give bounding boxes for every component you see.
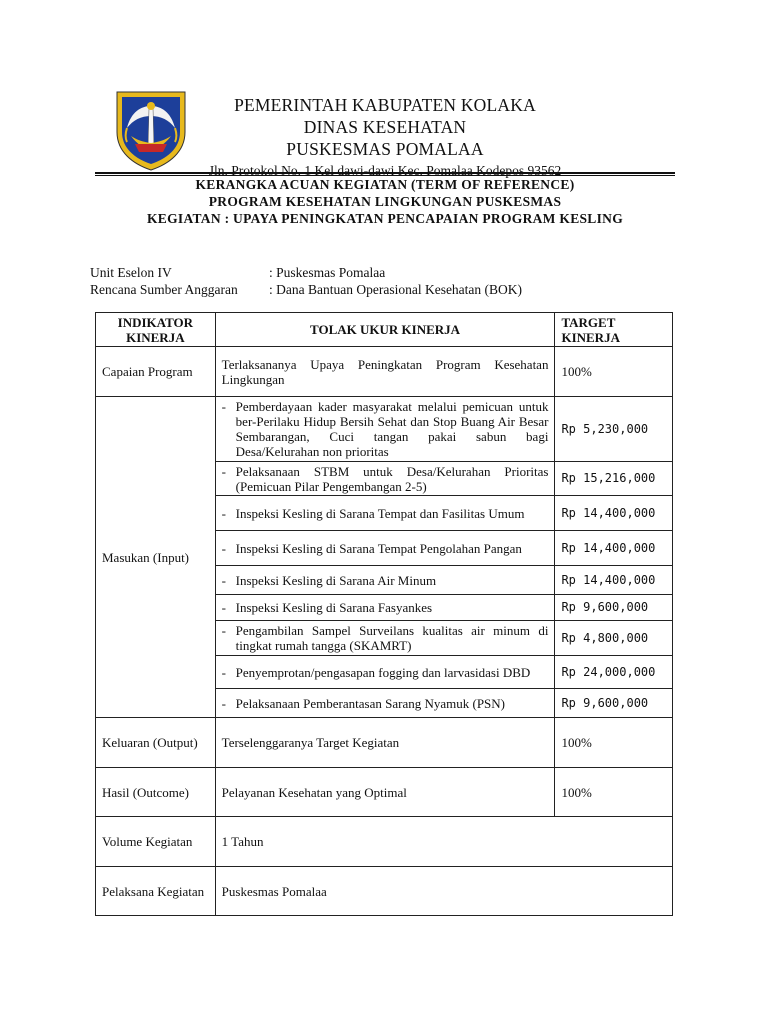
masukan-item-amount: Rp 5,230,000 [555, 397, 673, 462]
masukan-item-amount: Rp 9,600,000 [555, 595, 673, 621]
hasil-label: Hasil (Outcome) [96, 768, 216, 817]
keluaran-tolak: Terselenggaranya Target Kegiatan [215, 718, 555, 768]
dash-bullet: - [221, 695, 227, 711]
masukan-item [215, 397, 555, 462]
letterhead-address: Jln. Protokol No. 1 Kel dawi-dawi Kec. Pomalaa Kodepos 93562 [208, 163, 562, 178]
kolaka-emblem-icon [113, 88, 189, 172]
info-budget-label: Rencana Sumber Anggaran [90, 282, 238, 297]
masukan-item-text: Inspeksi Kesling di Sarana Tempat Pengolahan Pangan [235, 540, 522, 556]
header-target: TARGET KINERJA [555, 313, 673, 347]
capaian-label: Capaian Program [96, 347, 216, 397]
dash-bullet: - [221, 664, 227, 680]
masukan-item-text: Pelaksanaan Pemberantasan Sarang Nyamuk (PSN) [235, 695, 505, 711]
info-unit-value: : Puskesmas Pomalaa [269, 265, 386, 280]
letterhead-rule-thick [95, 172, 675, 174]
dash-bullet: - [221, 463, 227, 479]
title-line-2: PROGRAM KESEHATAN LINGKUNGAN PUSKESMAS [208, 194, 562, 209]
pelaksana-value: Puskesmas Pomalaa [215, 867, 672, 916]
letterhead-department: DINAS KESEHATAN [303, 117, 467, 137]
capaian-target: 100% [555, 347, 673, 397]
masukan-item [215, 462, 555, 496]
masukan-item-amount: Rp 4,800,000 [555, 621, 673, 656]
masukan-item [215, 566, 555, 595]
table-row-masukan-1 [96, 397, 673, 462]
title-line-1: KERANGKA ACUAN KEGIATAN (TERM OF REFERENCE) [195, 177, 575, 192]
info-unit-label: Unit Eselon IV [90, 265, 172, 280]
masukan-item-text: Inspeksi Kesling di Sarana Fasyankes [235, 600, 433, 615]
masukan-item [215, 595, 555, 621]
document-titles [95, 176, 675, 227]
masukan-item-text: Inspeksi Kesling di Sarana Air Minum [235, 572, 437, 588]
dash-bullet: - [221, 540, 227, 556]
dash-bullet: - [221, 623, 227, 638]
masukan-item-amount: Rp 14,400,000 [555, 566, 673, 595]
masukan-item [215, 531, 555, 566]
masukan-item-amount: Rp 24,000,000 [555, 656, 673, 689]
table-row-hasil [96, 768, 673, 817]
hasil-target: 100% [555, 768, 673, 817]
dash-bullet: - [221, 600, 227, 615]
masukan-item [215, 621, 555, 656]
table-row-capaian [96, 347, 673, 397]
dash-bullet: - [221, 572, 227, 588]
header-tolak-ukur: TOLAK UKUR KINERJA [215, 313, 555, 347]
letterhead [195, 94, 575, 180]
masukan-item-amount: Rp 14,400,000 [555, 531, 673, 566]
masukan-item [215, 689, 555, 718]
masukan-label: Masukan (Input) [96, 397, 216, 718]
capaian-tolak: Terlaksananya Upaya Peningkatan Program Kesehatan Lingkungan [215, 347, 555, 397]
volume-label: Volume Kegiatan [96, 817, 216, 867]
masukan-item [215, 496, 555, 531]
masukan-item-amount: Rp 15,216,000 [555, 462, 673, 496]
letterhead-government: PEMERINTAH KABUPATEN KOLAKA [234, 95, 536, 115]
dash-bullet: - [221, 505, 227, 521]
header-indikator: INDIKATOR KINERJA [96, 313, 216, 347]
masukan-item-text: Pemberdayaan kader masyarakat melalui pemicuan untuk ber-Perilaku Hidup Bersih Sehat dan Stop Buang Air Besar Sembarangan, Cuci tangan pakai sabun bagi Desa/Kelurahan non prioritas [235, 399, 549, 459]
info-budget-value: : Dana Bantuan Operasional Kesehatan (BOK) [269, 282, 523, 297]
table-row-keluaran [96, 718, 673, 768]
masukan-item-text: Pelaksanaan STBM untuk Desa/Kelurahan Prioritas (Pemicuan Pilar Pengembangan 2-5) [235, 463, 549, 494]
volume-value: 1 Tahun [215, 817, 672, 867]
keluaran-label: Keluaran (Output) [96, 718, 216, 768]
pelaksana-label: Pelaksana Kegiatan [96, 867, 216, 916]
hasil-tolak: Pelayanan Kesehatan yang Optimal [215, 768, 555, 817]
masukan-item-amount: Rp 9,600,000 [555, 689, 673, 718]
masukan-item-amount: Rp 14,400,000 [555, 496, 673, 531]
masukan-item-text: Inspeksi Kesling di Sarana Tempat dan Fasilitas Umum [235, 505, 525, 521]
table-row-volume [96, 817, 673, 867]
title-line-3: KEGIATAN : UPAYA PENINGKATAN PENCAPAIAN PROGRAM KESLING [146, 211, 624, 226]
masukan-item-text: Pengambilan Sampel Surveilans kualitas air minum di tingkat rumah tangga (SKAMRT) [235, 623, 549, 653]
masukan-item-text: Penyemprotan/pengasapan fogging dan larvasidasi DBD [235, 664, 531, 680]
keluaran-target: 100% [555, 718, 673, 768]
letterhead-institution: PUSKESMAS POMALAA [286, 139, 484, 159]
performance-table [95, 312, 673, 916]
table-row-pelaksana [96, 867, 673, 916]
table-header-row [96, 313, 673, 347]
masukan-item [215, 656, 555, 689]
dash-bullet: - [221, 399, 227, 414]
